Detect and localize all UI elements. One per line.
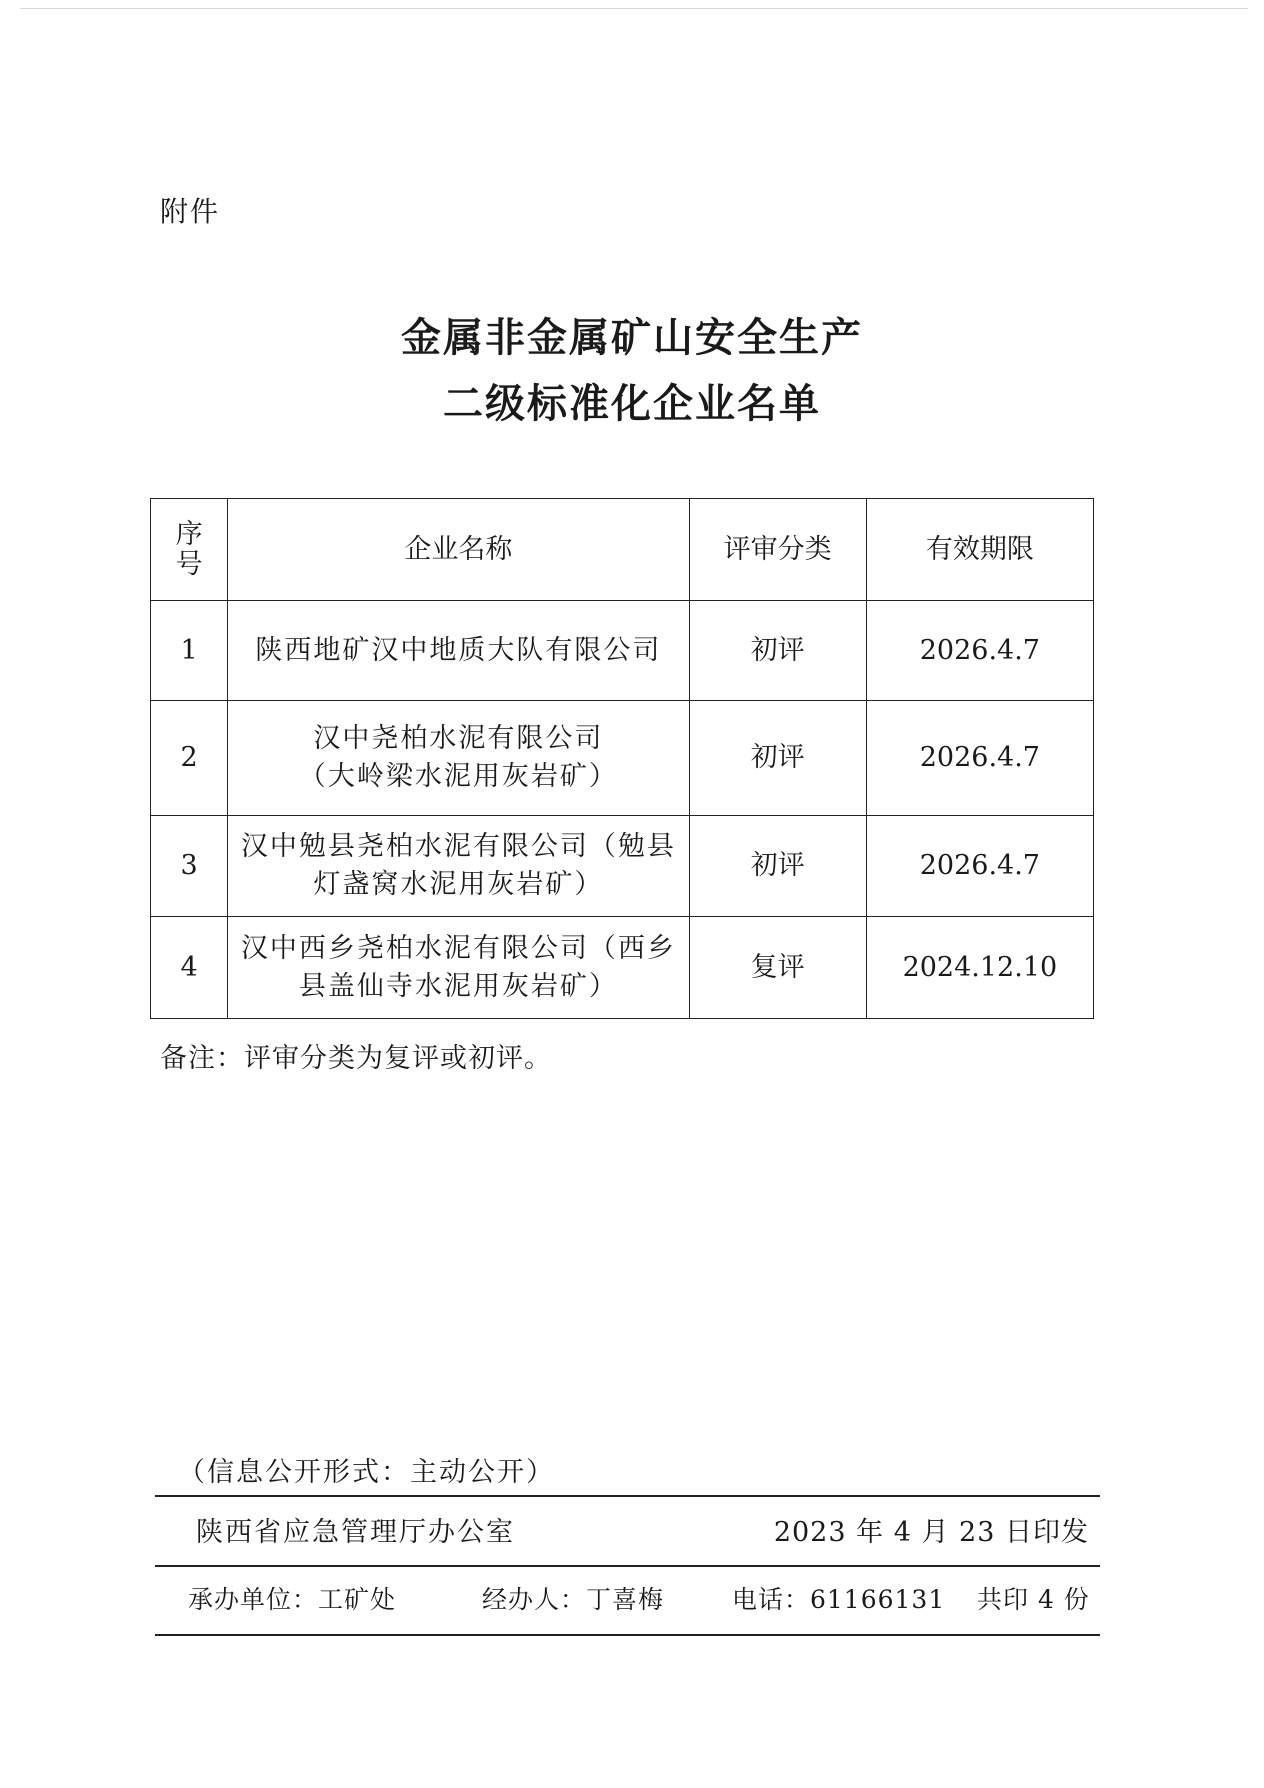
cell-name-line-2: （大岭梁水泥用灰岩矿） [298,761,618,792]
cell-name-line-2: 灯盏窝水泥用灰岩矿） [313,869,604,900]
cell-name [228,917,689,1019]
cell-validity: 2026.4.7 [866,601,1093,701]
table-row [151,917,1094,1019]
header-seq-line-1: 序 [175,518,203,550]
document-title-line-1: 金属非金属矿山安全生产 [401,315,863,361]
header-validity: 有效期限 [866,499,1093,601]
footer-phone: 电话：61166131 [732,1585,946,1614]
print-date: 2023 年 4 月 23 日印发 [773,1517,1089,1548]
issuing-office: 陕西省应急管理厅办公室 [196,1517,515,1548]
cell-seq: 1 [151,601,228,701]
table-note: 备注：评审分类为复评或初评。 [160,1043,552,1074]
footer-rule-bottom [155,1634,1100,1636]
table-row [151,816,1094,917]
cell-validity: 2024.12.10 [866,917,1093,1019]
cell-seq: 4 [151,917,228,1019]
footer-unit: 承办单位：工矿处 [188,1585,397,1614]
page-top-border [20,8,1248,9]
cell-category: 初评 [689,816,866,917]
document-title-line-2: 二级标准化企业名单 [443,381,821,427]
attachment-label: 附件 [160,195,221,228]
cell-name [228,701,689,816]
cell-name-line-1: 汉中西乡尧柏水泥有限公司（西乡 [240,932,676,964]
cell-category: 复评 [689,917,866,1019]
table-row [151,701,1094,816]
cell-category: 初评 [689,701,866,816]
header-name: 企业名称 [228,499,689,601]
cell-seq: 3 [151,816,228,917]
enterprise-table [150,498,1094,1019]
cell-name-line-2: 县盖仙寺水泥用灰岩矿） [298,970,618,1002]
header-category: 评审分类 [689,499,866,601]
footer-rule-top [155,1495,1100,1497]
cell-name-line-1: 汉中勉县尧柏水泥有限公司（勉县 [240,831,676,862]
disclosure-form: （信息公开形式：主动公开） [178,1457,555,1488]
table-row [151,601,1094,701]
cell-validity: 2026.4.7 [866,816,1093,917]
footer-rule-middle [155,1565,1100,1567]
cell-validity: 2026.4.7 [866,701,1093,816]
cell-category: 初评 [689,601,866,701]
table-header-row [151,499,1094,601]
cell-seq: 2 [151,701,228,816]
footer-copies: 共印 4 份 [977,1585,1090,1614]
cell-name [228,601,689,701]
header-seq-line-2: 号 [175,548,203,580]
header-seq [151,499,228,601]
cell-name-line-1: 陕西地矿汉中地质大队有限公司 [255,634,662,666]
cell-name [228,816,689,917]
cell-name-line-1: 汉中尧柏水泥有限公司 [313,723,604,754]
footer-handler: 经办人：丁喜梅 [482,1585,665,1614]
